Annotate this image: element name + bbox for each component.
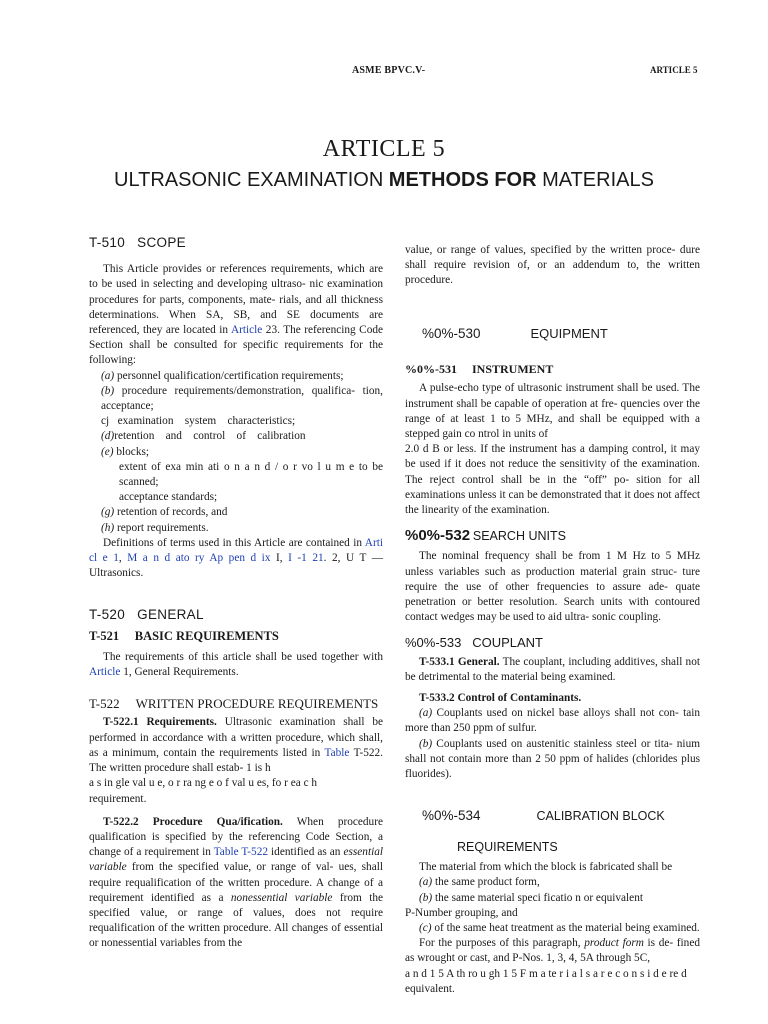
- t5221-label: T-522.1 Requirements.: [103, 716, 217, 729]
- subtitle-part-2: EXAMINATION: [246, 169, 384, 191]
- s531-paragraph-a: A pulse-echo type of ultrasonic instrument shall be used. The instrument shall be capable of operation at fre- quencies over the range of at least 1 to 5 MHz, and shall be equipped with a stepped gain co ntrol in units of: [405, 382, 700, 441]
- s532-paragraph: The nominal frequency shall be from 1 M Hz to 5 MHz unless variables such as production material grain struc- ture require the use of other frequencies to assure ade- quate penetration or better resolution. Search units with contoured contact wedges may be used to aid ultra- sonic coupling.: [405, 550, 700, 624]
- list-label-c: cj: [101, 415, 110, 428]
- s534-end: equivalent.: [405, 982, 455, 995]
- s534-item-c: [405, 921, 700, 936]
- scope-paragraph: [89, 262, 383, 368]
- list-text-e: blocks;: [116, 445, 150, 458]
- list-text-c: examination system characteristics;: [117, 415, 296, 428]
- article-1-link-2[interactable]: Article: [89, 666, 121, 679]
- subtitle-part-1: ULTRASONIC: [114, 169, 242, 191]
- s5332-item-b: [405, 737, 700, 783]
- list-text-b: procedure requirements/demonstration, qualifica- tion, acceptance;: [101, 384, 383, 413]
- article-1-link[interactable]: Arti cl e 1: [89, 536, 383, 565]
- mandatory-appendix-link[interactable]: M a n d ato ry Ap pen d ix: [127, 552, 271, 565]
- section-heading-533: %0%-533 COUPLANT: [405, 635, 543, 651]
- running-header-right: ARTICLE 5: [650, 65, 698, 75]
- s5331-label: T-533.1 General.: [419, 655, 500, 668]
- s534-c-text: of the same heat treatment as the material being examined.: [434, 921, 700, 934]
- s534-b-label: (b): [419, 891, 433, 904]
- t521-text-b: 1, General Requirements.: [123, 666, 239, 679]
- list-item-f: extent of exa min ati o n a n d / o r vo l u m e to be scanned;: [119, 460, 383, 489]
- list-label-d: (d): [101, 430, 115, 443]
- section-heading-530: [405, 311, 700, 359]
- s5332-b-label: (b): [419, 737, 433, 750]
- s534-intro: The material from which the block is fabricated shall be: [419, 861, 673, 874]
- t5222-paragraph: [89, 815, 383, 952]
- s531-paragraph-b: 2.0 d B or less. If the instrument has a damping control, it may be used if it does not reduce the sensitivity of the examination. The reject control shall be in the “off” po- sition for all examinations unless it can be demonstrated that it does not affect the linearity of the examination.: [405, 443, 700, 517]
- s5331-paragraph: [405, 655, 700, 685]
- section-530-title: EQUIPMENT: [530, 325, 608, 341]
- s5332-item-a: [405, 706, 700, 736]
- list-text-g: retention of records, and: [117, 506, 228, 519]
- product-form-term: product form: [584, 937, 644, 950]
- t5222-text-b: identified as an: [271, 846, 341, 859]
- section-heading-t521: T-521 BASIC REQUIREMENTS: [89, 628, 279, 643]
- t521-paragraph: [89, 650, 383, 680]
- list-item-b: [89, 384, 383, 414]
- list-item-h: [89, 521, 383, 536]
- list-label-a: (a): [101, 369, 115, 382]
- t5222-label: T-522.2 Procedure Qua/ification.: [103, 815, 283, 828]
- list-label-e: (e): [101, 445, 114, 458]
- s5332-a-text: Couplants used on nickel base alloys shall not con- tain more than 250 ppm of sulfur.: [405, 707, 701, 735]
- i-121-link[interactable]: I -1 21: [288, 552, 324, 565]
- t5222-text-a: When procedure qualification is specified by the referencing Code Section, a change of a requirement in: [89, 815, 383, 859]
- continuation-paragraph: value, or range of values, specified by the written proce- dure shall require revision of, or an addendum to, the written procedure.: [405, 244, 700, 287]
- section-heading-531: %0%-531 INSTRUMENT: [405, 362, 554, 377]
- left-column: [89, 235, 383, 952]
- table-t522-link[interactable]: Table: [324, 746, 350, 759]
- list-text-d: retention and control of calibration: [114, 430, 306, 443]
- s5331-text: The couplant, including additives, shall not be detrimental to the material being examined.: [405, 655, 700, 683]
- table-t522-link-2[interactable]: Table T-522: [213, 846, 269, 859]
- definitions-text-mid: I,: [276, 552, 283, 565]
- s534-b-text: the same material speci ficatio n or equivalent: [435, 891, 643, 904]
- running-header-left: ASME BPVC.V-: [352, 65, 426, 76]
- definitions-text-a: Definitions of terms used in this Article are contained in: [103, 536, 363, 549]
- s534-item-b-cont: P-Number grouping, and: [405, 906, 518, 919]
- section-532-number: %0%-532: [405, 527, 471, 545]
- t5221-end: requirement.: [89, 792, 147, 805]
- section-532-title: SEARCH UNITS: [472, 529, 566, 544]
- t521-text-a: The requirements of this article shall be used together with: [103, 650, 383, 663]
- definitions-text-b: . 2, U T — Ultrasonics.: [89, 552, 384, 580]
- list-item-e: [89, 445, 383, 460]
- t5222-text-d: from the specified value, or range of values, does not require requalification of the written procedure. All changes of essential or nonessential variables from the: [89, 891, 384, 950]
- article-title: ARTICLE 5: [322, 136, 446, 162]
- section-534-title-2-text: REQUIREMENTS: [457, 839, 558, 854]
- t5221-text-a: Ultrasonic examination shall be performed in accordance with a written procedure, which shall, as a minimum, contain the requirements listed in: [89, 716, 383, 759]
- list-item-g: [89, 505, 383, 520]
- s5332-b-text: Couplants used on austenitic stainless steel or tita- nium shall not contain more than 2 50 ppm of halides (chlorides plus fluorides).: [405, 737, 701, 781]
- s534-a-text: the same product form,: [435, 876, 540, 889]
- right-column: [405, 243, 700, 997]
- section-heading-532: [405, 528, 700, 545]
- scope-text-a: This Article provides or references requirements, which are to be used in selecting and developing ultraso- nic examination procedures for parts, components, mate- rials, and all thickness determinations. When SA, SB, and SE documents are referenced, they are located in: [89, 263, 383, 337]
- list-item-a: [89, 369, 383, 384]
- section-534-title-2: [405, 840, 700, 856]
- section-534-number: %0%-534: [421, 807, 481, 823]
- s534-item-a: [405, 875, 700, 890]
- s534-item-b: [405, 891, 700, 906]
- s534-p-text-b: is de- fined as wrought or cast, and P-Nos. 1, 3, 4, 5A through 5C,: [405, 937, 700, 965]
- s534-c-label: (c): [419, 921, 432, 934]
- list-label-g: (g): [101, 506, 115, 519]
- s5332-label: T-533.2 Control of Contaminants.: [419, 692, 582, 705]
- list-item-acceptance: acceptance standards;: [119, 491, 218, 504]
- list-text-h: report requirements.: [117, 521, 209, 534]
- s5332-heading: [405, 691, 700, 706]
- t5222-text-c: from the specified value, or range of val- ues, shall require requalification of the written procedure. A change of a requirement identified as a: [89, 861, 383, 904]
- section-530-number: %0%-530: [421, 325, 481, 341]
- list-item-c: [89, 414, 383, 429]
- section-heading-t510: T-510 SCOPE: [89, 235, 186, 250]
- list-text-a: personnel qualification/certification requirements;: [117, 369, 344, 382]
- subtitle-part-3: METHODS FOR: [388, 169, 537, 191]
- list-label-h: (h): [101, 521, 115, 534]
- section-heading-t520: T-520 GENERAL: [89, 607, 204, 623]
- section-heading-534: [405, 792, 700, 840]
- section-534-title-1: CALIBRATION BLOCK: [536, 808, 665, 823]
- t5221-text-b: T-522. The written procedure shall estab- 1 is h: [89, 746, 383, 775]
- essential-variable-term: essential variable: [89, 846, 384, 874]
- list-label-b: (b): [101, 384, 115, 397]
- nonessential-variable-term: nonessential variable: [230, 891, 333, 904]
- article-23-link[interactable]: Article: [230, 324, 263, 337]
- s534-p-text-a: For the purposes of this paragraph,: [419, 937, 581, 950]
- article-subtitle: [0, 166, 768, 192]
- subtitle-part-4: MATERIALS: [542, 169, 654, 191]
- t5221-spaced-line: a s in gle val u e, o r ra ng e o f val u es, fo r ea c h: [89, 777, 318, 790]
- section-heading-t522: T-522 WRITTEN PROCEDURE REQUIREMENTS: [89, 696, 379, 712]
- s534-product-form-paragraph: [405, 936, 700, 966]
- definitions-paragraph: Definitions of terms used in this Article are contained in Arti cl e 1, M a n d ato ry Ap pen d ix I, I -1 21. 2, U T — Ultrasonics.: [89, 536, 384, 580]
- list-item-d: [89, 429, 383, 444]
- s534-a-label: (a): [419, 876, 433, 889]
- t5221-paragraph: [89, 715, 383, 776]
- s5332-a-label: (a): [419, 707, 433, 720]
- scope-text-b: 23. The referencing Code Section shall be consulted for specific requirements for the following:: [89, 324, 384, 367]
- s534-spaced-line: a n d 1 5 A th ro u gh 1 5 F m a te r i a l s a r e c o n s i d e re d: [405, 967, 687, 980]
